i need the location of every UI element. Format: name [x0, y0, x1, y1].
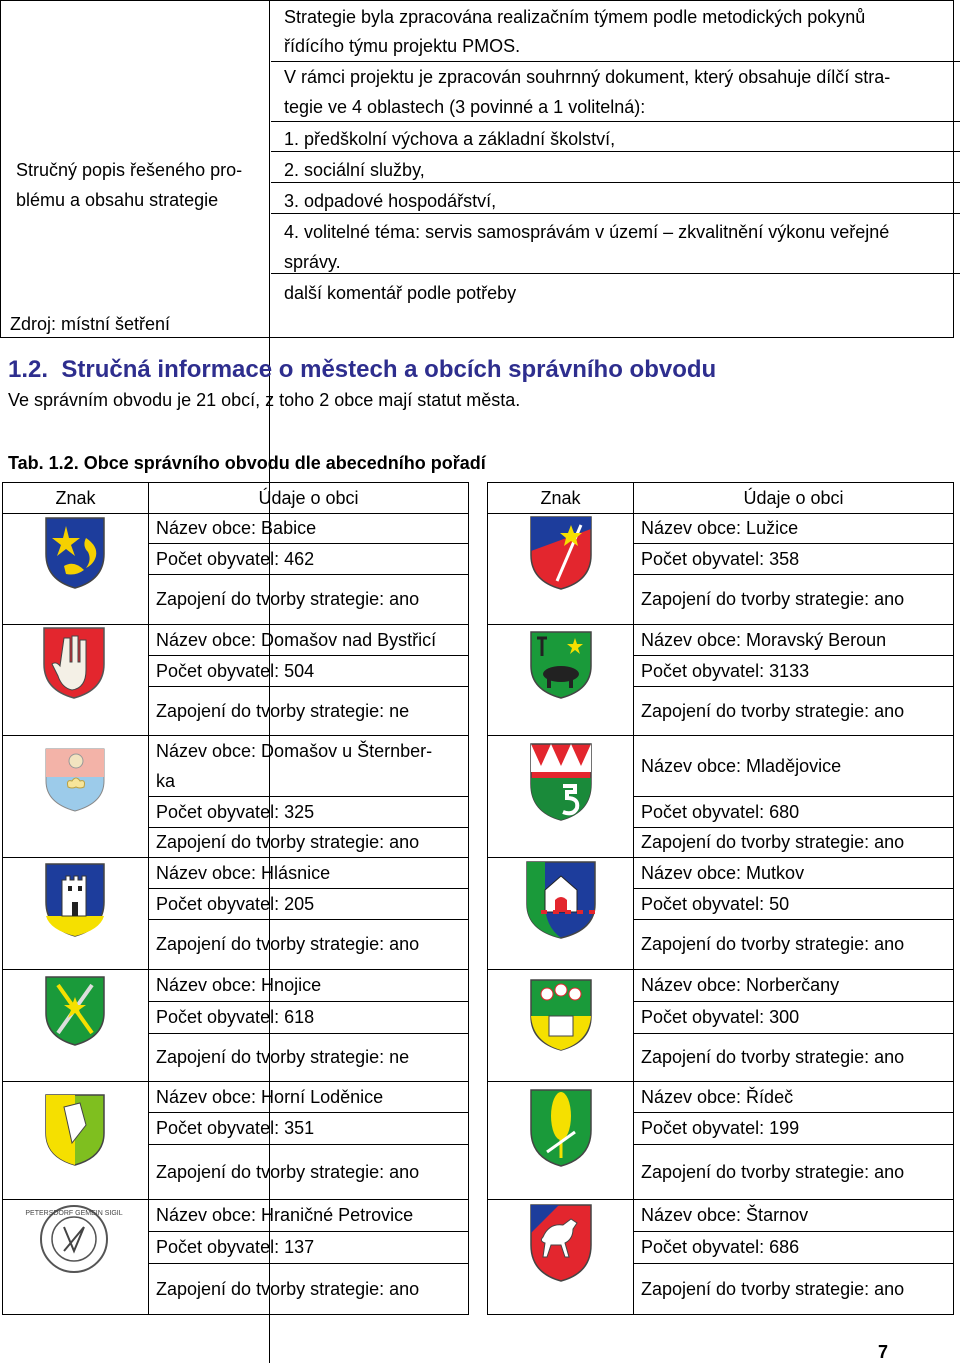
municipality-name: Název obce: Hlásnice — [148, 857, 469, 889]
population: Počet obyvatel: 300 — [633, 1001, 954, 1034]
babice-coat-of-arms — [44, 516, 106, 590]
strategy-participation: Zapojení do tvorby strategie: ano — [633, 686, 954, 736]
summary-text-line: další komentář podle potřeby — [284, 283, 517, 303]
hnojice-coat-of-arms — [44, 975, 106, 1047]
population: Počet obyvatel: 351 — [148, 1112, 469, 1145]
summary-text-line: V rámci projektu je zpracován souhrnný dokument, který obsahuje dílčí stra- — [284, 67, 891, 87]
section-heading — [8, 356, 716, 384]
population: Počet obyvatel: 680 — [633, 796, 954, 828]
population: Počet obyvatel: 358 — [633, 543, 954, 575]
domasov-u-sternberka-coat-of-arms — [44, 747, 106, 813]
summary-text-line: 4. volitelné téma: servis samosprávám v území – zkvalitnění výkonu veřejné — [284, 222, 890, 242]
strategy-participation: Zapojení do tvorby strategie: ano — [148, 1263, 469, 1315]
population: Počet obyvatel: 50 — [633, 888, 954, 920]
strategy-participation: Zapojení do tvorby strategie: ne — [148, 1033, 469, 1082]
luzice-coat-of-arms — [529, 515, 593, 591]
summary-text-line: 3. odpadové hospodářství, — [284, 191, 497, 211]
strategy-participation: Zapojení do tvorby strategie: ano — [633, 574, 954, 625]
municipality-name: Název obce: Mladějovice — [633, 735, 954, 797]
population: Počet obyvatel: 686 — [633, 1231, 954, 1264]
domasov-nad-bystrici-coat-of-arms — [42, 626, 106, 700]
municipality-name — [148, 735, 469, 797]
municipality-name: Název obce: Štarnov — [633, 1199, 954, 1232]
strategy-participation: Zapojení do tvorby strategie: ano — [633, 1033, 954, 1082]
horni-lodenice-coat-of-arms — [44, 1093, 106, 1167]
ridec-coat-of-arms — [529, 1088, 593, 1168]
norbercany-coat-of-arms — [529, 978, 593, 1052]
strategy-participation: Zapojení do tvorby strategie: ano — [148, 1144, 469, 1200]
summary-label-text: Stručný popis řešeného pro- — [16, 160, 243, 180]
strategy-participation: Zapojení do tvorby strategie: ano — [148, 827, 469, 858]
section-title: Stručná informace o městech a obcích správního obvodu — [61, 356, 717, 383]
population: Počet obyvatel: 205 — [148, 888, 469, 920]
table-caption: Tab. 1.2. Obce správního obvodu dle abecedního pořadí — [8, 453, 486, 473]
municipality-name-cont: ka — [156, 771, 176, 791]
municipality-name: Název obce: Moravský Beroun — [633, 624, 954, 656]
municipality-name-text: Název obce: Domašov u Šternber- — [156, 741, 433, 761]
seal-text: PETERSDORF GEMEIN SIGIL — [25, 1210, 123, 1217]
strategy-participation: Zapojení do tvorby strategie: ano — [633, 1144, 954, 1200]
starnov-coat-of-arms — [529, 1203, 593, 1283]
population: Počet obyvatel: 137 — [148, 1231, 469, 1264]
population: Počet obyvatel: 462 — [148, 543, 469, 575]
municipality-name: Název obce: Lužice — [633, 513, 954, 544]
strategy-participation: Zapojení do tvorby strategie: ano — [633, 919, 954, 970]
section-intro: Ve správním obvodu je 21 obcí, z toho 2 obce mají statut města. — [8, 390, 521, 410]
summary-text-line: tegie ve 4 oblastech (3 povinné a 1 volitelná): — [284, 97, 646, 117]
hranicne-petrovice-seal — [25, 1203, 123, 1275]
municipality-name: Název obce: Řídeč — [633, 1081, 954, 1113]
municipality-name: Název obce: Hnojice — [148, 969, 469, 1002]
hlasnice-coat-of-arms — [44, 862, 106, 938]
municipality-name: Název obce: Hraničné Petrovice — [148, 1199, 469, 1232]
municipality-name: Název obce: Norberčany — [633, 969, 954, 1002]
municipality-name: Název obce: Horní Loděnice — [148, 1081, 469, 1113]
strategy-participation: Zapojení do tvorby strategie: ne — [148, 686, 469, 736]
strategy-participation: Zapojení do tvorby strategie: ano — [633, 827, 954, 858]
summary-text-line: 1. předškolní výchova a základní školství, — [284, 129, 616, 149]
summary-text-line: Strategie byla zpracována realizačním týmem podle metodických pokynů — [284, 7, 866, 27]
header-znak-left: Znak — [2, 482, 149, 514]
page-number: 7 — [878, 1342, 889, 1362]
population: Počet obyvatel: 325 — [148, 796, 469, 828]
municipality-name: Název obce: Mutkov — [633, 857, 954, 889]
municipality-name: Název obce: Babice — [148, 513, 469, 544]
population: Počet obyvatel: 3133 — [633, 655, 954, 687]
header-udaje-left: Údaje o obci — [148, 482, 469, 514]
municipality-name-line — [156, 736, 462, 766]
mladejovice-coat-of-arms — [529, 742, 593, 822]
municipality-name: Název obce: Domašov nad Bystřicí — [148, 624, 469, 656]
header-znak-right: Znak — [487, 482, 634, 514]
summary-label-line2: blému a obsahu strategie — [16, 190, 219, 210]
summary-label-line1 — [16, 160, 268, 181]
population: Počet obyvatel: 504 — [148, 655, 469, 687]
source-note: Zdroj: místní šetření — [10, 314, 171, 334]
strategy-participation: Zapojení do tvorby strategie: ano — [633, 1263, 954, 1315]
population: Počet obyvatel: 618 — [148, 1001, 469, 1034]
summary-text-line: řídícího týmu projektu PMOS. — [284, 36, 521, 56]
strategy-participation: Zapojení do tvorby strategie: ano — [148, 919, 469, 970]
moravsky-beroun-coat-of-arms — [529, 630, 593, 700]
section-number: 1.2. — [8, 356, 49, 383]
header-udaje-right: Údaje o obci — [633, 482, 954, 514]
mutkov-coat-of-arms — [521, 860, 601, 940]
strategy-participation: Zapojení do tvorby strategie: ano — [148, 574, 469, 625]
population: Počet obyvatel: 199 — [633, 1112, 954, 1145]
summary-text-line: správy. — [284, 252, 341, 272]
summary-text-line: 2. sociální služby, — [284, 160, 425, 180]
